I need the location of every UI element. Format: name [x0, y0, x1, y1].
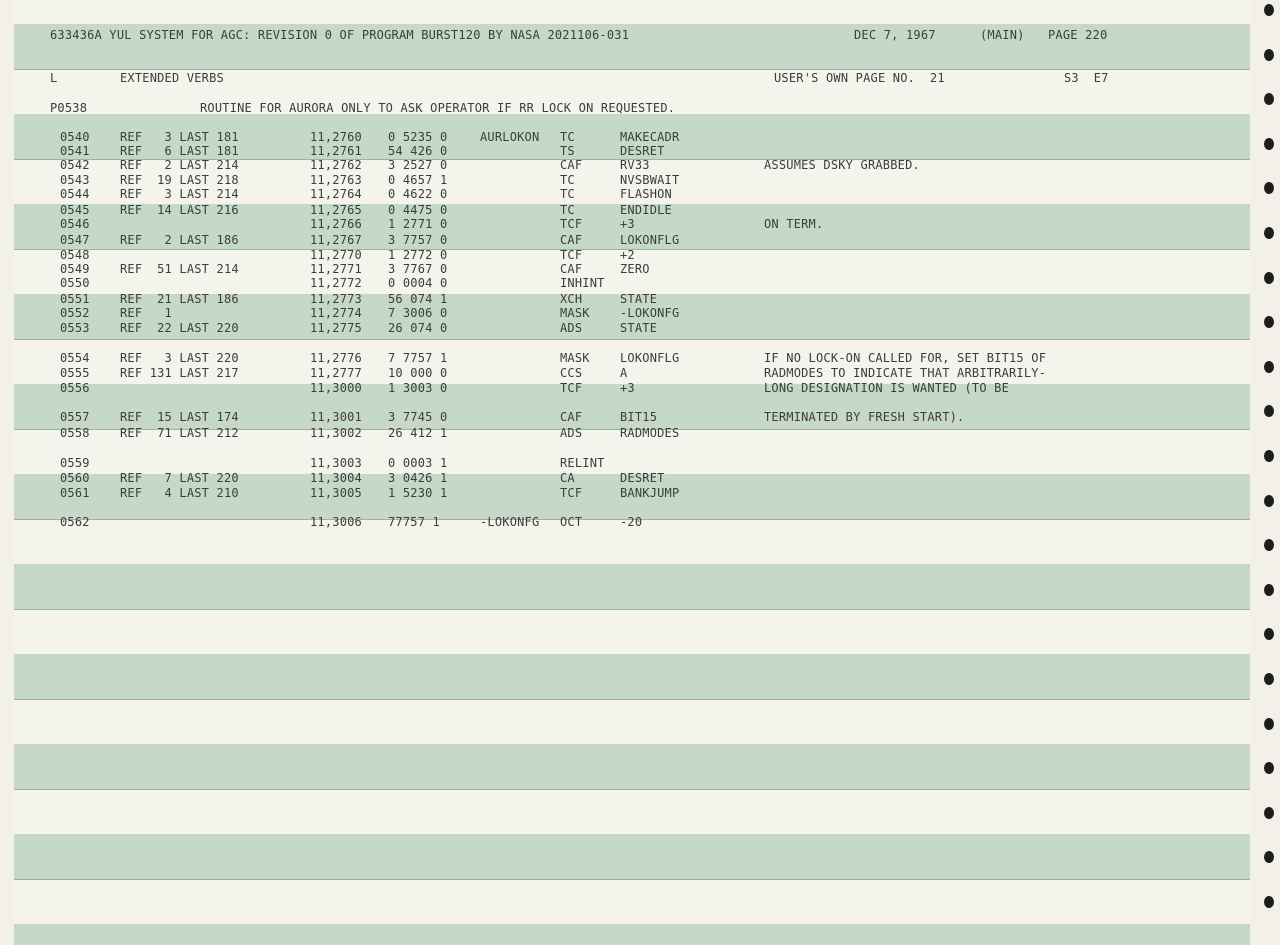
listing-line: 0556 [60, 381, 90, 395]
listing-line: 0541 [60, 144, 90, 158]
listing-op: CAF [560, 410, 583, 424]
listing-addr: 11,3006 [310, 515, 362, 529]
feed-hole [1264, 405, 1274, 417]
listing-operand: STATE [620, 292, 658, 306]
listing-op: TC [560, 203, 575, 217]
listing-ref: REF 3 LAST 214 [120, 187, 239, 201]
listing-op: OCT [560, 515, 583, 529]
listing-line: 0551 [60, 292, 90, 306]
listing-code: 1 5230 1 [388, 486, 448, 500]
listing-op: RELINT [560, 456, 605, 470]
header-section: (MAIN) [980, 28, 1025, 42]
feed-hole [1264, 673, 1274, 685]
listing-operand: FLASHON [620, 187, 672, 201]
listing-addr: 11,2763 [310, 173, 362, 187]
listing-addr: 11,2774 [310, 306, 362, 320]
feed-hole [1264, 896, 1274, 908]
listing-ref: REF 21 LAST 186 [120, 292, 239, 306]
listing-addr: 11,2764 [310, 187, 362, 201]
listing-ref: REF 3 LAST 220 [120, 351, 239, 365]
listing-code: 26 074 0 [388, 321, 448, 335]
listing-ref: REF 2 LAST 186 [120, 233, 239, 247]
listing-code: 77757 1 [388, 515, 440, 529]
listing-code: 0 0004 0 [388, 276, 448, 290]
listing-line: 0547 [60, 233, 90, 247]
listing-op: TC [560, 130, 575, 144]
listing-comment: IF NO LOCK-ON CALLED FOR, SET BIT15 OF [764, 351, 1047, 365]
listing-operand: BIT15 [620, 410, 658, 424]
feed-hole [1264, 450, 1274, 462]
feed-hole [1264, 807, 1274, 819]
listing-addr: 11,2762 [310, 158, 362, 172]
listing-addr: 11,2771 [310, 262, 362, 276]
greenbar-band [14, 654, 1250, 700]
listing-code: 0 5235 0 [388, 130, 448, 144]
listing-operand: LOKONFLG [620, 351, 680, 365]
listing-line: 0552 [60, 306, 90, 320]
listing-addr: 11,2765 [310, 203, 362, 217]
listing-operand: ZERO [620, 262, 650, 276]
subheader-title: EXTENDED VERBS [120, 71, 224, 85]
listing-addr: 11,3000 [310, 381, 362, 395]
feed-hole [1264, 762, 1274, 774]
listing-op: MASK [560, 306, 590, 320]
listing-code: 0 4622 0 [388, 187, 448, 201]
listing-code: 3 7757 0 [388, 233, 448, 247]
listing-op: TCF [560, 217, 583, 231]
subheader-users-page: USER'S OWN PAGE NO. 21 [774, 71, 945, 85]
listing-operand: +2 [620, 248, 635, 262]
listing-code: 3 2527 0 [388, 158, 448, 172]
listing-ref: REF 15 LAST 174 [120, 410, 239, 424]
feed-hole [1264, 628, 1274, 640]
listing-addr: 11,3005 [310, 486, 362, 500]
listing-op: TCF [560, 486, 583, 500]
listing-ref: REF 71 LAST 212 [120, 426, 239, 440]
listing-addr: 11,2776 [310, 351, 362, 365]
listing-op: TC [560, 173, 575, 187]
listing-op: XCH [560, 292, 583, 306]
listing-operand: LOKONFLG [620, 233, 680, 247]
listing-line: 0559 [60, 456, 90, 470]
listing-code: 7 7757 1 [388, 351, 448, 365]
listing-addr: 11,3001 [310, 410, 362, 424]
listing-operand: DESRET [620, 144, 665, 158]
listing-line: 0562 [60, 515, 90, 529]
listing-op: TC [560, 187, 575, 201]
listing-addr: 11,2775 [310, 321, 362, 335]
listing-code: 3 7745 0 [388, 410, 448, 424]
tractor-feed-holes [1258, 0, 1280, 945]
subheader-code: S3 E7 [1064, 71, 1109, 85]
listing-comment: ON TERM. [764, 217, 824, 231]
listing-code: 54 426 0 [388, 144, 448, 158]
listing-op: CAF [560, 158, 583, 172]
listing-addr: 11,2766 [310, 217, 362, 231]
listing-addr: 11,2761 [310, 144, 362, 158]
listing-line: 0543 [60, 173, 90, 187]
listing-addr: 11,2772 [310, 276, 362, 290]
listing-line: 0545 [60, 203, 90, 217]
listing-operand: -20 [620, 515, 643, 529]
listing-comment: RADMODES TO INDICATE THAT ARBITRARILY- [764, 366, 1047, 380]
listing-ref: REF 7 LAST 220 [120, 471, 239, 485]
listing-code: 1 3003 0 [388, 381, 448, 395]
listing-line: 0557 [60, 410, 90, 424]
listing-line: 0549 [60, 262, 90, 276]
listing-addr: 11,2767 [310, 233, 362, 247]
listing-addr: 11,2770 [310, 248, 362, 262]
feed-hole [1264, 851, 1274, 863]
listing-code: 26 412 1 [388, 426, 448, 440]
listing-addr: 11,2777 [310, 366, 362, 380]
listing-ref: REF 4 LAST 210 [120, 486, 239, 500]
listing-code: 0 4657 1 [388, 173, 448, 187]
listing-label: AURLOKON [480, 130, 540, 144]
listing-addr: 11,2773 [310, 292, 362, 306]
listing-line: 0540 [60, 130, 90, 144]
printout-page [14, 0, 1250, 945]
listing-line: 0560 [60, 471, 90, 485]
listing-comment: TERMINATED BY FRESH START). [764, 410, 965, 424]
routine-id: P0538 [50, 101, 88, 115]
listing-ref: REF 51 LAST 214 [120, 262, 239, 276]
listing-operand: -LOKONFG [620, 306, 680, 320]
listing-addr: 11,3003 [310, 456, 362, 470]
subheader-column-l: L [50, 71, 58, 85]
listing-line: 0546 [60, 217, 90, 231]
header-title: 633436A YUL SYSTEM FOR AGC: REVISION 0 OF PROGRAM BURST120 BY NASA 2021106-031 [50, 28, 630, 42]
listing-op: TCF [560, 381, 583, 395]
listing-code: 1 2771 0 [388, 217, 448, 231]
listing-code: 3 7767 0 [388, 262, 448, 276]
listing-ref: REF 131 LAST 217 [120, 366, 239, 380]
listing-op: MASK [560, 351, 590, 365]
listing-operand: +3 [620, 381, 635, 395]
listing-op: ADS [560, 321, 583, 335]
listing-code: 7 3006 0 [388, 306, 448, 320]
feed-hole [1264, 361, 1274, 373]
listing-code: 1 2772 0 [388, 248, 448, 262]
listing-op: INHINT [560, 276, 605, 290]
listing-op: CA [560, 471, 575, 485]
feed-hole [1264, 138, 1274, 150]
listing-code: 3 0426 1 [388, 471, 448, 485]
listing-ref: REF 19 LAST 218 [120, 173, 239, 187]
feed-hole [1264, 49, 1274, 61]
listing-operand: DESRET [620, 471, 665, 485]
feed-hole [1264, 93, 1274, 105]
listing-ref: REF 22 LAST 220 [120, 321, 239, 335]
listing-line: 0553 [60, 321, 90, 335]
greenbar-band [14, 924, 1250, 945]
listing-code: 0 0003 1 [388, 456, 448, 470]
listing-line: 0550 [60, 276, 90, 290]
listing-ref: REF 1 [120, 306, 172, 320]
routine-title: ROUTINE FOR AURORA ONLY TO ASK OPERATOR IF RR LOCK ON REQUESTED. [200, 101, 676, 115]
listing-line: 0554 [60, 351, 90, 365]
listing-operand: RADMODES [620, 426, 680, 440]
listing-comment: ASSUMES DSKY GRABBED. [764, 158, 920, 172]
greenbar-band [14, 564, 1250, 610]
feed-hole [1264, 182, 1274, 194]
listing-addr: 11,2760 [310, 130, 362, 144]
feed-hole [1264, 539, 1274, 551]
feed-hole [1264, 584, 1274, 596]
greenbar-band [14, 834, 1250, 880]
feed-hole [1264, 227, 1274, 239]
feed-hole [1264, 4, 1274, 16]
greenbar-band [14, 744, 1250, 790]
listing-op: CAF [560, 262, 583, 276]
listing-comment: LONG DESIGNATION IS WANTED (TO BE [764, 381, 1010, 395]
listing-ref: REF 6 LAST 181 [120, 144, 239, 158]
feed-hole [1264, 718, 1274, 730]
listing-code: 10 000 0 [388, 366, 448, 380]
listing-code: 0 4475 0 [388, 203, 448, 217]
listing-line: 0544 [60, 187, 90, 201]
listing-ref: REF 2 LAST 214 [120, 158, 239, 172]
listing-ref: REF 14 LAST 216 [120, 203, 239, 217]
listing-line: 0558 [60, 426, 90, 440]
feed-hole [1264, 316, 1274, 328]
listing-operand: MAKECADR [620, 130, 680, 144]
listing-operand: A [620, 366, 628, 380]
listing-operand: STATE [620, 321, 658, 335]
header-date: DEC 7, 1967 [854, 28, 936, 42]
listing-line: 0561 [60, 486, 90, 500]
feed-hole [1264, 495, 1274, 507]
listing-op: ADS [560, 426, 583, 440]
listing-operand: BANKJUMP [620, 486, 680, 500]
listing-line: 0542 [60, 158, 90, 172]
listing-op: TCF [560, 248, 583, 262]
listing-ref: REF 3 LAST 181 [120, 130, 239, 144]
feed-hole [1264, 272, 1274, 284]
listing-addr: 11,3002 [310, 426, 362, 440]
listing-op: TS [560, 144, 575, 158]
listing-line: 0555 [60, 366, 90, 380]
listing-addr: 11,3004 [310, 471, 362, 485]
listing-operand: NVSBWAIT [620, 173, 680, 187]
listing-operand: +3 [620, 217, 635, 231]
listing-code: 56 074 1 [388, 292, 448, 306]
listing-op: CCS [560, 366, 583, 380]
listing-line: 0548 [60, 248, 90, 262]
header-page-number: PAGE 220 [1048, 28, 1108, 42]
listing-operand: RV33 [620, 158, 650, 172]
listing-label: -LOKONFG [480, 515, 540, 529]
listing-operand: ENDIDLE [620, 203, 672, 217]
listing-op: CAF [560, 233, 583, 247]
